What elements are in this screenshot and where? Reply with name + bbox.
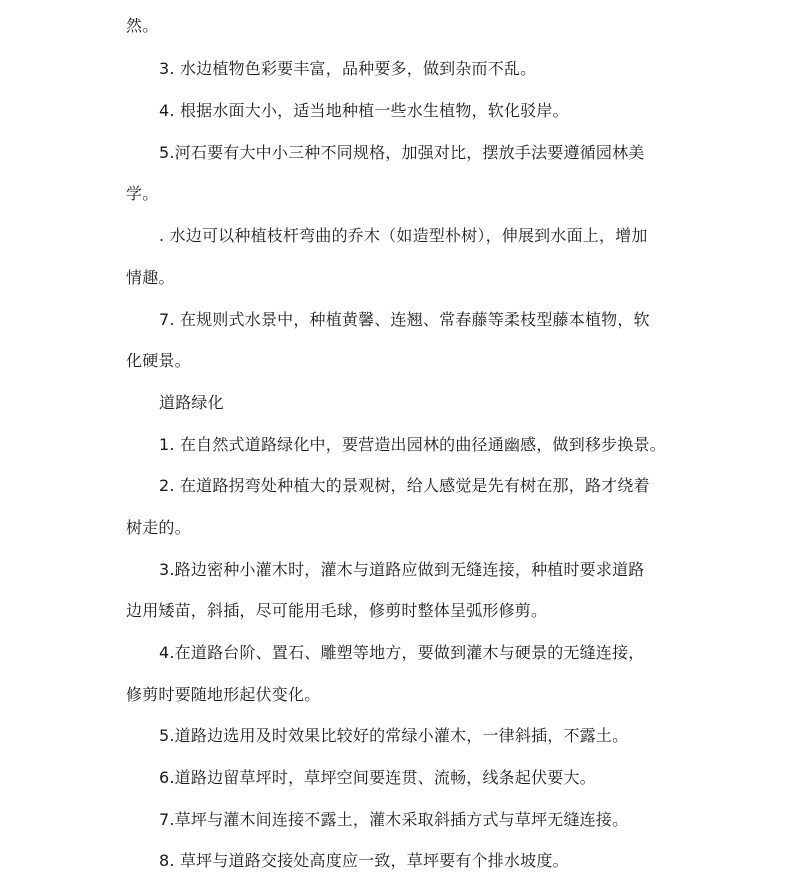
text-line-14: 3.路边密种小灌木时，灌木与道路应做到无缝连接，种植时要求道路	[159, 560, 645, 579]
text-line-8: 7. 在规则式水景中，种植黄馨、连翘、常春藤等柔枝型藤本植物，软	[159, 310, 650, 329]
section-heading: 道路绿化	[159, 393, 224, 412]
text-line-1: 然。	[126, 16, 159, 35]
text-line-18: 5.道路边选用及时效果比较好的常绿小灌木，一律斜插，不露土。	[159, 726, 629, 745]
text-line-6: . 水边可以种植枝杆弯曲的乔木（如造型朴树），伸展到水面上，增加	[159, 226, 648, 245]
text-line-19: 6.道路边留草坪时，草坪空间要连贯、流畅，线条起伏要大。	[159, 768, 596, 787]
text-line-17: 修剪时要随地形起伏变化。	[126, 685, 321, 704]
text-line-9: 化硬景。	[126, 351, 191, 370]
text-line-15: 边用矮苗，斜插，尽可能用毛球，修剪时整体呈弧形修剪。	[126, 601, 548, 620]
text-line-16: 4.在道路台阶、置石、雕塑等地方，要做到灌木与硬景的无缝连接，	[159, 643, 645, 662]
text-line-2: 3. 水边植物色彩要丰富，品种要多，做到杂而不乱。	[159, 59, 537, 78]
text-line-7: 情趣。	[126, 268, 175, 287]
text-line-11: 1. 在自然式道路绿化中，要营造出园林的曲径通幽感，做到移步换景。	[159, 435, 666, 454]
text-line-5: 学。	[126, 184, 159, 203]
text-line-21: 8. 草坪与道路交接处高度应一致，草坪要有个排水坡度。	[159, 851, 569, 870]
text-line-13: 树走的。	[126, 518, 191, 537]
text-line-3: 4. 根据水面大小，适当地种植一些水生植物，软化驳岸。	[159, 101, 569, 120]
text-line-20: 7.草坪与灌木间连接不露土，灌木采取斜插方式与草坪无缝连接。	[159, 810, 629, 829]
text-line-12: 2. 在道路拐弯处种植大的景观树，给人感觉是先有树在那，路才绕着	[159, 476, 650, 495]
text-line-4: 5.河石要有大中小三种不同规格，加强对比，摆放手法要遵循园林美	[159, 143, 645, 162]
